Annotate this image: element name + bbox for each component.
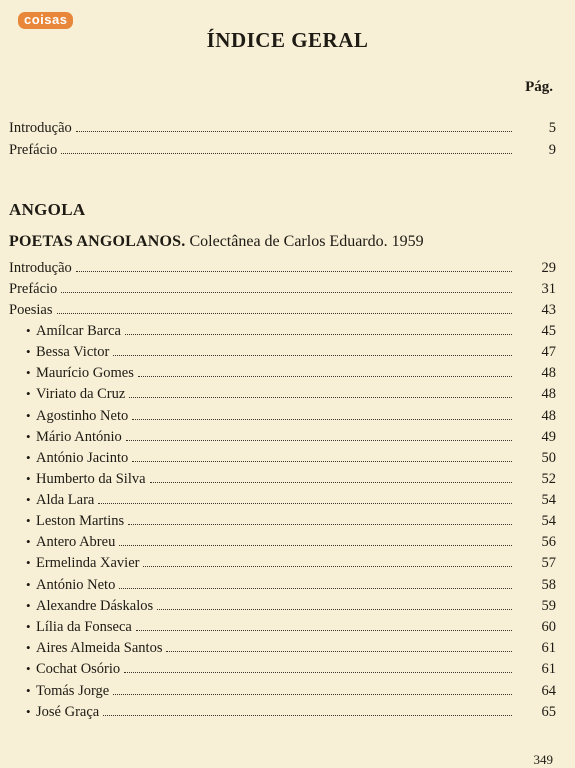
toc-poet-entry [26, 383, 556, 403]
dot-leader [125, 333, 512, 335]
toc-entry-page: 52 [541, 471, 556, 487]
dot-leader [61, 291, 512, 293]
poet-name: Alda Lara [36, 492, 95, 508]
bullet-icon: • [26, 450, 31, 465]
dot-leader [119, 587, 512, 589]
toc-entry-page: 5 [548, 120, 556, 136]
bullet-icon: • [26, 429, 31, 444]
toc-entry-page: 50 [541, 450, 556, 466]
dot-leader [132, 460, 512, 462]
poet-name: Cochat Osório [36, 661, 121, 677]
toc-poet-entry [26, 531, 556, 551]
toc-entry-page: 58 [541, 577, 556, 593]
dot-leader [113, 354, 512, 356]
dot-leader [157, 608, 512, 610]
toc-entry-label: Poesias [9, 302, 53, 318]
bullet-icon: • [26, 619, 31, 634]
dot-leader [113, 693, 512, 695]
toc-entry-page: 59 [541, 598, 556, 614]
toc-poet-entry [26, 595, 556, 615]
section-heading: ANGOLA [9, 200, 86, 219]
toc-entry-page: 48 [541, 365, 556, 381]
poet-name: Maurício Gomes [36, 365, 134, 381]
dot-leader [166, 650, 512, 652]
toc-poet-entry [26, 468, 556, 488]
toc-entry-label: Prefácio [9, 142, 58, 158]
poet-name: Humberto da Silva [36, 471, 146, 487]
bullet-icon: • [26, 344, 31, 359]
poet-name: José Graça [36, 704, 100, 720]
dot-leader [143, 565, 512, 567]
toc-entry-page: 56 [541, 534, 556, 550]
dot-leader [126, 439, 512, 441]
toc-entry-page: 57 [541, 555, 556, 571]
toc-entry-page: 60 [541, 619, 556, 635]
poet-name: Mário António [36, 429, 122, 445]
bullet-icon: • [26, 492, 31, 507]
bullet-icon: • [26, 386, 31, 401]
toc-entry [9, 299, 556, 319]
dot-leader [138, 375, 512, 377]
toc-poet-entry [26, 552, 556, 572]
dot-leader [132, 418, 512, 420]
subsection-subtitle: Colectânea de Carlos Eduardo. 1959 [189, 233, 424, 250]
poet-name: Alexandre Dáskalos [36, 598, 154, 614]
toc-entry-page: 47 [541, 344, 556, 360]
bullet-icon: • [26, 683, 31, 698]
dot-leader [128, 523, 512, 525]
toc-poet-entry [26, 341, 556, 361]
poet-name: António Jacinto [36, 450, 129, 466]
dot-leader [76, 270, 512, 272]
toc-entry-page: 9 [548, 142, 556, 158]
poet-name: Lília da Fonseca [36, 619, 132, 635]
toc-poet-entry [26, 447, 556, 467]
toc-poet-entry [26, 637, 556, 657]
toc-poet-entry [26, 616, 556, 636]
toc-poet-entry [26, 489, 556, 509]
dot-leader [57, 312, 513, 314]
bullet-icon: • [26, 513, 31, 528]
toc-entry-label: Introdução [9, 120, 72, 136]
poet-name: Amílcar Barca [36, 323, 121, 339]
toc-entry-page: 31 [541, 281, 556, 297]
bullet-icon: • [26, 408, 31, 423]
toc-entry-page: 64 [541, 683, 556, 699]
toc-entry-label: Prefácio [9, 281, 58, 297]
poet-name: Antero Abreu [36, 534, 116, 550]
toc-poet-entry [26, 510, 556, 530]
toc-poet-entry [26, 362, 556, 382]
bullet-icon: • [26, 640, 31, 655]
bullet-icon: • [26, 323, 31, 338]
coisas-watermark-logo: coisas [18, 12, 73, 29]
toc-entry-page: 61 [541, 640, 556, 656]
dot-leader [98, 502, 512, 504]
toc-entry-page: 43 [541, 302, 556, 318]
dot-leader [129, 396, 512, 398]
bullet-icon: • [26, 365, 31, 380]
bullet-icon: • [26, 704, 31, 719]
bullet-icon: • [26, 534, 31, 549]
poet-name: António Neto [36, 577, 116, 593]
dot-leader [124, 671, 512, 673]
page-number: 349 [533, 752, 553, 767]
poet-name: Agostinho Neto [36, 408, 129, 424]
poet-name: Ermelinda Xavier [36, 555, 140, 571]
toc-entry-label: Introdução [9, 260, 72, 276]
bullet-icon: • [26, 471, 31, 486]
subsection-title-bold: POETAS ANGOLANOS. [9, 233, 186, 250]
poet-name: Bessa Victor [36, 344, 110, 360]
toc-entry [9, 257, 556, 277]
toc-entry-page: 65 [541, 704, 556, 720]
bullet-icon: • [26, 598, 31, 613]
subsection-title [9, 233, 424, 251]
toc-entry-page: 54 [541, 513, 556, 529]
toc-poet-entry [26, 701, 556, 721]
toc-poet-entry [26, 680, 556, 700]
toc-entry [9, 278, 556, 298]
toc-entry [9, 117, 556, 137]
toc-entry-page: 61 [541, 661, 556, 677]
toc-entry-page: 48 [541, 386, 556, 402]
toc-entry-page: 48 [541, 408, 556, 424]
dot-leader [76, 130, 512, 132]
toc-entry-page: 49 [541, 429, 556, 445]
dot-leader [119, 544, 512, 546]
poet-name: Viriato da Cruz [36, 386, 126, 402]
page-column-label: Pág. [525, 79, 553, 95]
toc-entry-page: 54 [541, 492, 556, 508]
poet-name: Leston Martins [36, 513, 125, 529]
toc-poet-entry [26, 320, 556, 340]
bullet-icon: • [26, 661, 31, 676]
toc-poet-entry [26, 574, 556, 594]
toc-entry-page: 29 [541, 260, 556, 276]
bullet-icon: • [26, 577, 31, 592]
toc-entry-page: 45 [541, 323, 556, 339]
poet-name: Tomás Jorge [36, 683, 110, 699]
toc-poet-entry [26, 426, 556, 446]
dot-leader [61, 152, 512, 154]
dot-leader [136, 629, 512, 631]
dot-leader [103, 714, 512, 716]
toc-entry [9, 139, 556, 159]
poet-name: Aires Almeida Santos [36, 640, 163, 656]
dot-leader [150, 481, 512, 483]
page-title: ÍNDICE GERAL [206, 28, 369, 52]
bullet-icon: • [26, 555, 31, 570]
toc-poet-entry [26, 405, 556, 425]
toc-poet-entry [26, 658, 556, 678]
